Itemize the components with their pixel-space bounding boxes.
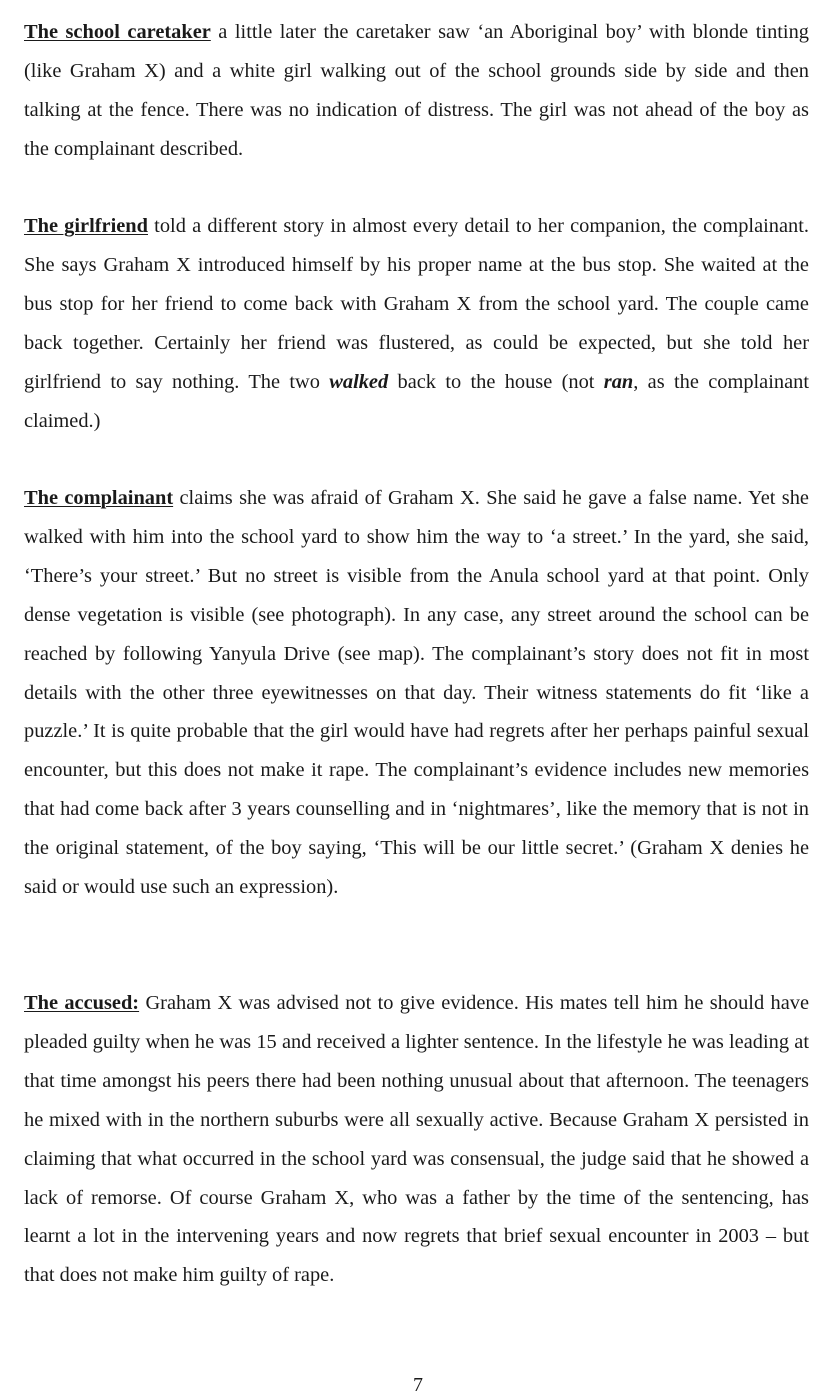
paragraph-accused (24, 984, 809, 1295)
paragraph-body: back to the house (not (388, 370, 604, 393)
paragraph-body: Graham X was advised not to give evidence. His mates tell him he should have pleaded guilty when he was 15 and received a lighter sentence. In the lifestyle he was leading at that time amongst his peers there had been nothing unusual about that afternoon. The teenagers he mixed with in the northern suburbs were all sexually active. Because Graham X persisted in claiming that what occurred in the school yard was consensual, the judge said that he showed a lack of remorse. Of course Graham X, who was a father by the time of the sentencing, has learnt a lot in the intervening years and now regrets that brief sexual encounter in 2003 – but that does not make him guilty of rape. (24, 992, 809, 1287)
page-number: 7 (413, 1374, 423, 1396)
paragraph-body: claims she was afraid of Graham X. She said he gave a false name. Yet she walked with him into the school yard to show him the way to ‘a street.’ In the yard, she said, ‘There’s your street.’ But no street is visible from the Anula school yard at that point. Only dense vegetation is visible (see photograph). In any case, any street around the school can be reached by following Yanyula Drive (see map). The complainant’s story does not fit in most details with the other three eyewitnesses on that day. Their witness statements do fit ‘like a puzzle.’ It is quite probable that the girl would have had regrets after her perhaps painful sexual encounter, but this does not make it rape. The complainant’s evidence includes new memories that had come back after 3 years counselling and in ‘nightmares’, like the memory that is not in the original statement, of the boy saying, ‘This will be our little secret.’ (Graham X denies he said or would use such an expression). (24, 487, 809, 899)
paragraph-girlfriend (24, 207, 809, 440)
paragraph-body: , as the complainant claimed.) (24, 370, 810, 432)
paragraph-body: told a different story in almost every detail to her companion, the complainant. She says Graham X introduced himself by his proper name at the bus stop. She waited at the bus stop for her friend to come back with Graham X from the school yard. The couple came back together. Certainly her friend was flustered, as could be expected, but she told her girlfriend to say nothing. The two (24, 215, 809, 393)
heading-school-caretaker: The school caretaker (24, 21, 211, 43)
heading-girlfriend: The girlfriend (24, 215, 148, 237)
emphasis-walked: walked (329, 370, 389, 393)
heading-complainant: The complainant (24, 487, 174, 509)
paragraph-school-caretaker (24, 13, 809, 169)
paragraph-complainant (24, 479, 809, 907)
heading-accused: The accused: (24, 992, 140, 1014)
paragraph-body: a little later the caretaker saw ‘an Aboriginal boy’ with blonde tinting (like Graham X) and a white girl walking out of the school grounds side by side and then talking at the fence. There was no indication of distress. The girl was not ahead of the boy as the complainant described. (24, 21, 809, 160)
emphasis-ran: ran (603, 370, 634, 393)
